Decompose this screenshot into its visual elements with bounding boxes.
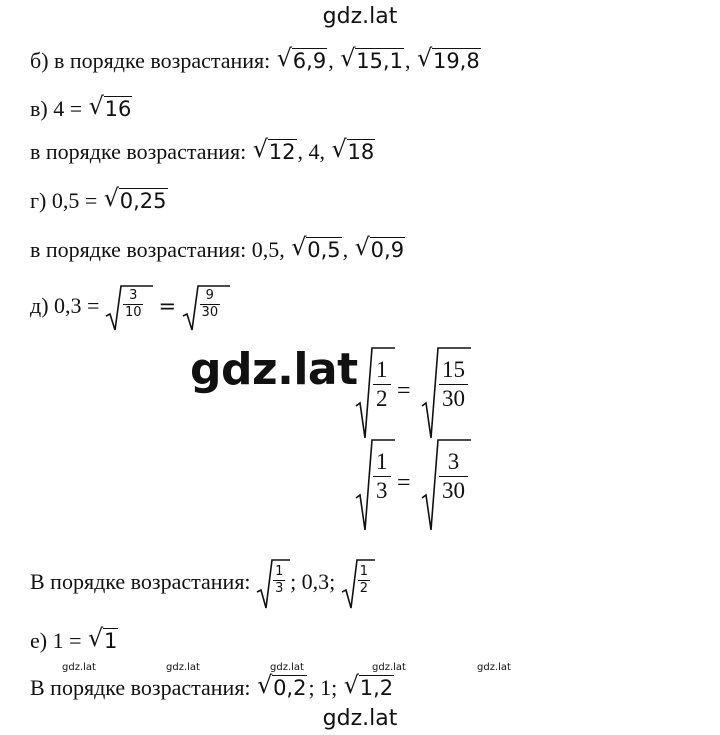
text: в порядке возрастания: <box>30 139 247 164</box>
sqrt: √ 19,8 <box>418 46 481 76</box>
watermark-small: gdz.lat <box>270 662 304 673</box>
text: б) в порядке возрастания: <box>30 48 271 73</box>
sqrt: √ 12 <box>254 137 297 167</box>
sqrt: √ 6,9 <box>278 46 327 76</box>
sqrt-fraction: $\frac{3}{30}$ <box>421 438 471 532</box>
watermark-large: gdz.lat <box>190 344 358 395</box>
sqrt: √ 16 <box>90 94 133 124</box>
line-e-order <box>30 673 395 703</box>
text: В порядке возрастания: <box>30 675 251 700</box>
sqrt: √ 15,1 <box>341 46 404 76</box>
sqrt-fraction: $\frac{15}{30}$ <box>421 346 471 440</box>
sqrt-fraction: $\frac{9}{30}$ <box>182 284 230 332</box>
sqrt: √ 1 <box>89 626 118 656</box>
equation-half: $\frac{1}{2}$ = $\frac{15}{30}$ <box>355 346 395 440</box>
text: В порядке возрастания: <box>30 569 251 595</box>
line-g-order: в порядке возрастания: 0,5, √ 0,5, √ 0,9 <box>30 235 406 265</box>
text: ; 0,3; <box>290 569 336 595</box>
sqrt: √ 0,25 <box>105 186 168 216</box>
text: , 4, <box>297 139 325 164</box>
sqrt: √ 0,9 <box>356 235 405 265</box>
sqrt-fraction: $\frac{1}{2}$ <box>341 558 375 610</box>
text: е) 1 = <box>30 628 82 653</box>
line-d: д) 0,3 = $\frac{3}{10}$ = $\frac{9}{30}$ <box>30 284 230 332</box>
text: г) 0,5 = <box>30 188 98 213</box>
line-v-order <box>30 137 376 167</box>
sqrt-fraction: $\frac{3}{10}$ <box>105 284 153 332</box>
line-v <box>30 94 133 124</box>
line-e <box>30 626 119 656</box>
sqrt-fraction: $\frac{1}{2}$ <box>355 346 395 440</box>
text: в) 4 = <box>30 96 83 121</box>
text: в порядке возрастания: 0,5, <box>30 237 285 262</box>
sqrt-fraction: $\frac{1}{3}$ <box>256 558 290 610</box>
line-g <box>30 186 169 216</box>
watermark-bottom: gdz.lat <box>322 706 398 731</box>
sqrt: √ 0,2 <box>258 673 307 703</box>
watermark-small: gdz.lat <box>477 662 511 673</box>
line-d-order <box>30 558 375 610</box>
sqrt: √ 0,5 <box>292 235 341 265</box>
watermark-small: gdz.lat <box>62 662 96 673</box>
watermark-small: gdz.lat <box>372 662 406 673</box>
text: ; 1; <box>308 675 338 700</box>
sqrt: √ 18 <box>333 137 376 167</box>
text: д) 0,3 = <box>30 293 100 319</box>
sqrt: √ 1,2 <box>345 673 394 703</box>
line-b: б) в порядке возрастания: √ 6,9, √ 15,1, √ 19,8 <box>30 46 482 76</box>
equation-third: $\frac{1}{3}$ = $\frac{3}{30}$ <box>355 438 395 532</box>
sqrt-fraction: $\frac{1}{3}$ <box>355 438 395 532</box>
watermark-top: gdz.lat <box>322 4 398 29</box>
watermark-small: gdz.lat <box>166 662 200 673</box>
